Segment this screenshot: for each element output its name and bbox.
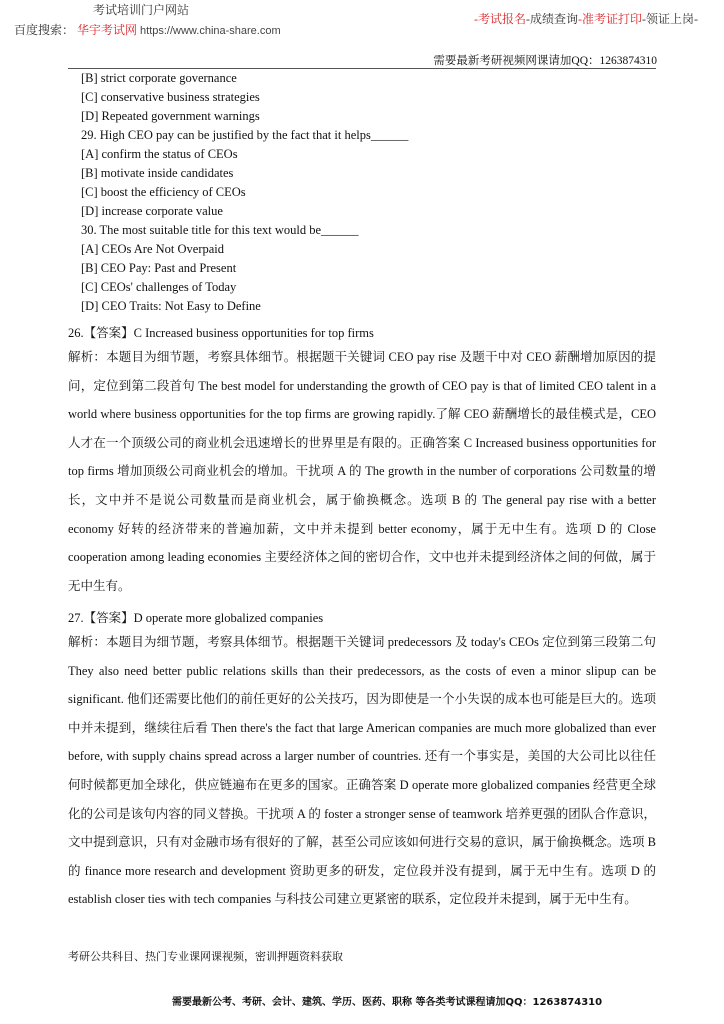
header-divider bbox=[68, 68, 656, 69]
answer-26-heading: 26.【答案】C Increased business opportunities for top firms bbox=[68, 326, 374, 340]
answer-26-explanation: 解析：本题目为细节题，考察具体细节。根据题干关键词 CEO pay rise 及题干中对 CEO 薪酬增加原因的提问，定位到第二段首句 The best model for understanding the growth of CEO pay is that of limited CEO talent in a world where business opportunities for the top firms are growing rapidly.了解 CEO 薪酬增长的最佳模式是，CEO 人才在一个顶级公司的商业机会迅速增长的世界里是有限的。正确答案 C Increased business opportunities for top firms 增加顶级公司商业机会的增加。干扰项 A 的 The growth in the number of corporations 公司数量的增长，文中并不是说公司数量而是商业机会，属于偷换概念。选项 B 的 The general pay rise with a better economy 好转的经济带来的普遍加薪，文中并未提到 better economy，属于无中生有。选项 D 的 Close cooperation among leading economies 主要经济体之间的密切合作，文中也并未提到经济体之间的何做，属于无中生有。 bbox=[68, 350, 656, 593]
q29-option-a: [A] confirm the status of CEOs bbox=[81, 147, 238, 161]
q30-option-c: [C] CEOs' challenges of Today bbox=[81, 280, 237, 294]
q30-option-a: [A] CEOs Are Not Overpaid bbox=[81, 242, 225, 256]
nav-link-register[interactable]: -考试报名 bbox=[474, 12, 526, 26]
nav-link-admission-ticket[interactable]: -准考证打印 bbox=[578, 12, 642, 26]
footer-note: 考研公共科目、热门专业课网课视频，密训押题资料获取 bbox=[68, 951, 343, 963]
q30-option-d: [D] CEO Traits: Not Easy to Define bbox=[81, 299, 261, 313]
q28-option-c: [C] conservative business strategies bbox=[81, 90, 260, 104]
q30-option-b: [B] CEO Pay: Past and Present bbox=[81, 261, 237, 275]
header-nav bbox=[474, 10, 698, 27]
nav-link-certificate[interactable]: -领证上岗- bbox=[642, 12, 698, 26]
footer-bottom: 需要最新公考、考研、会计、建筑、学历、医药、职称 等各类考试课程请加QQ：1263874310 bbox=[172, 997, 603, 1008]
q28-option-d: [D] Repeated government warnings bbox=[81, 109, 260, 123]
brand-link[interactable]: 华宇考试网 bbox=[77, 23, 138, 37]
site-url[interactable]: https://www.china-share.com bbox=[140, 25, 281, 37]
header-contact: 需要最新考研视频网课请加QQ：1263874310 bbox=[433, 55, 657, 67]
q29-stem: 29. High CEO pay can be justified by the fact that it helps______ bbox=[81, 128, 409, 142]
q28-option-b: [B] strict corporate governance bbox=[81, 71, 237, 85]
site-name: 考试培训门户网站 bbox=[93, 3, 190, 17]
q29-option-d: [D] increase corporate value bbox=[81, 204, 223, 218]
q30-stem: 30. The most suitable title for this text would be______ bbox=[81, 223, 359, 237]
q29-option-b: [B] motivate inside candidates bbox=[81, 166, 234, 180]
answer-27-explanation: 解析：本题目为细节题，考察具体细节。根据题干关键词 predecessors 及 today's CEOs 定位到第三段第二句 They also need better public relations skills than their predecessors, as the costs of even a minor slipup can be significant. 他们还需要比他们的前任更好的公关技巧，因为即使是一个小失误的成本也可能是巨大的。选项中并未提到，继续往后看 Then there's the fact that large American companies are much more globalized than ever before, with supply chains spread across a larger number of countries. 还有一个事实是，美国的大公司比以往任何时候都更加全球化，供应链遍布在更多的国家。正确答案 D operate more globalized companies 经营更全球化的公司是该句内容的同义替换。干扰项 A 的 foster a stronger sense of teamwork 培养更强的团队合作意识，文中提到意识，只有对金融市场有很好的了解，甚至公司应该如何进行交易的意识，属于偷换概念。选项 B 的 finance more research and development 资助更多的研发，定位段并没有提到，属于无中生有。选项 D 的 establish closer ties with tech companies 与科技公司建立更紧密的联系，定位段并未提到，属于无中生有。 bbox=[68, 635, 656, 907]
nav-link-scores[interactable]: -成绩查询 bbox=[526, 12, 578, 26]
search-label: 百度搜索： bbox=[14, 23, 75, 37]
search-line bbox=[14, 21, 281, 38]
answer-27-heading: 27.【答案】D operate more globalized companies bbox=[68, 611, 324, 625]
q29-option-c: [C] boost the efficiency of CEOs bbox=[81, 185, 246, 199]
